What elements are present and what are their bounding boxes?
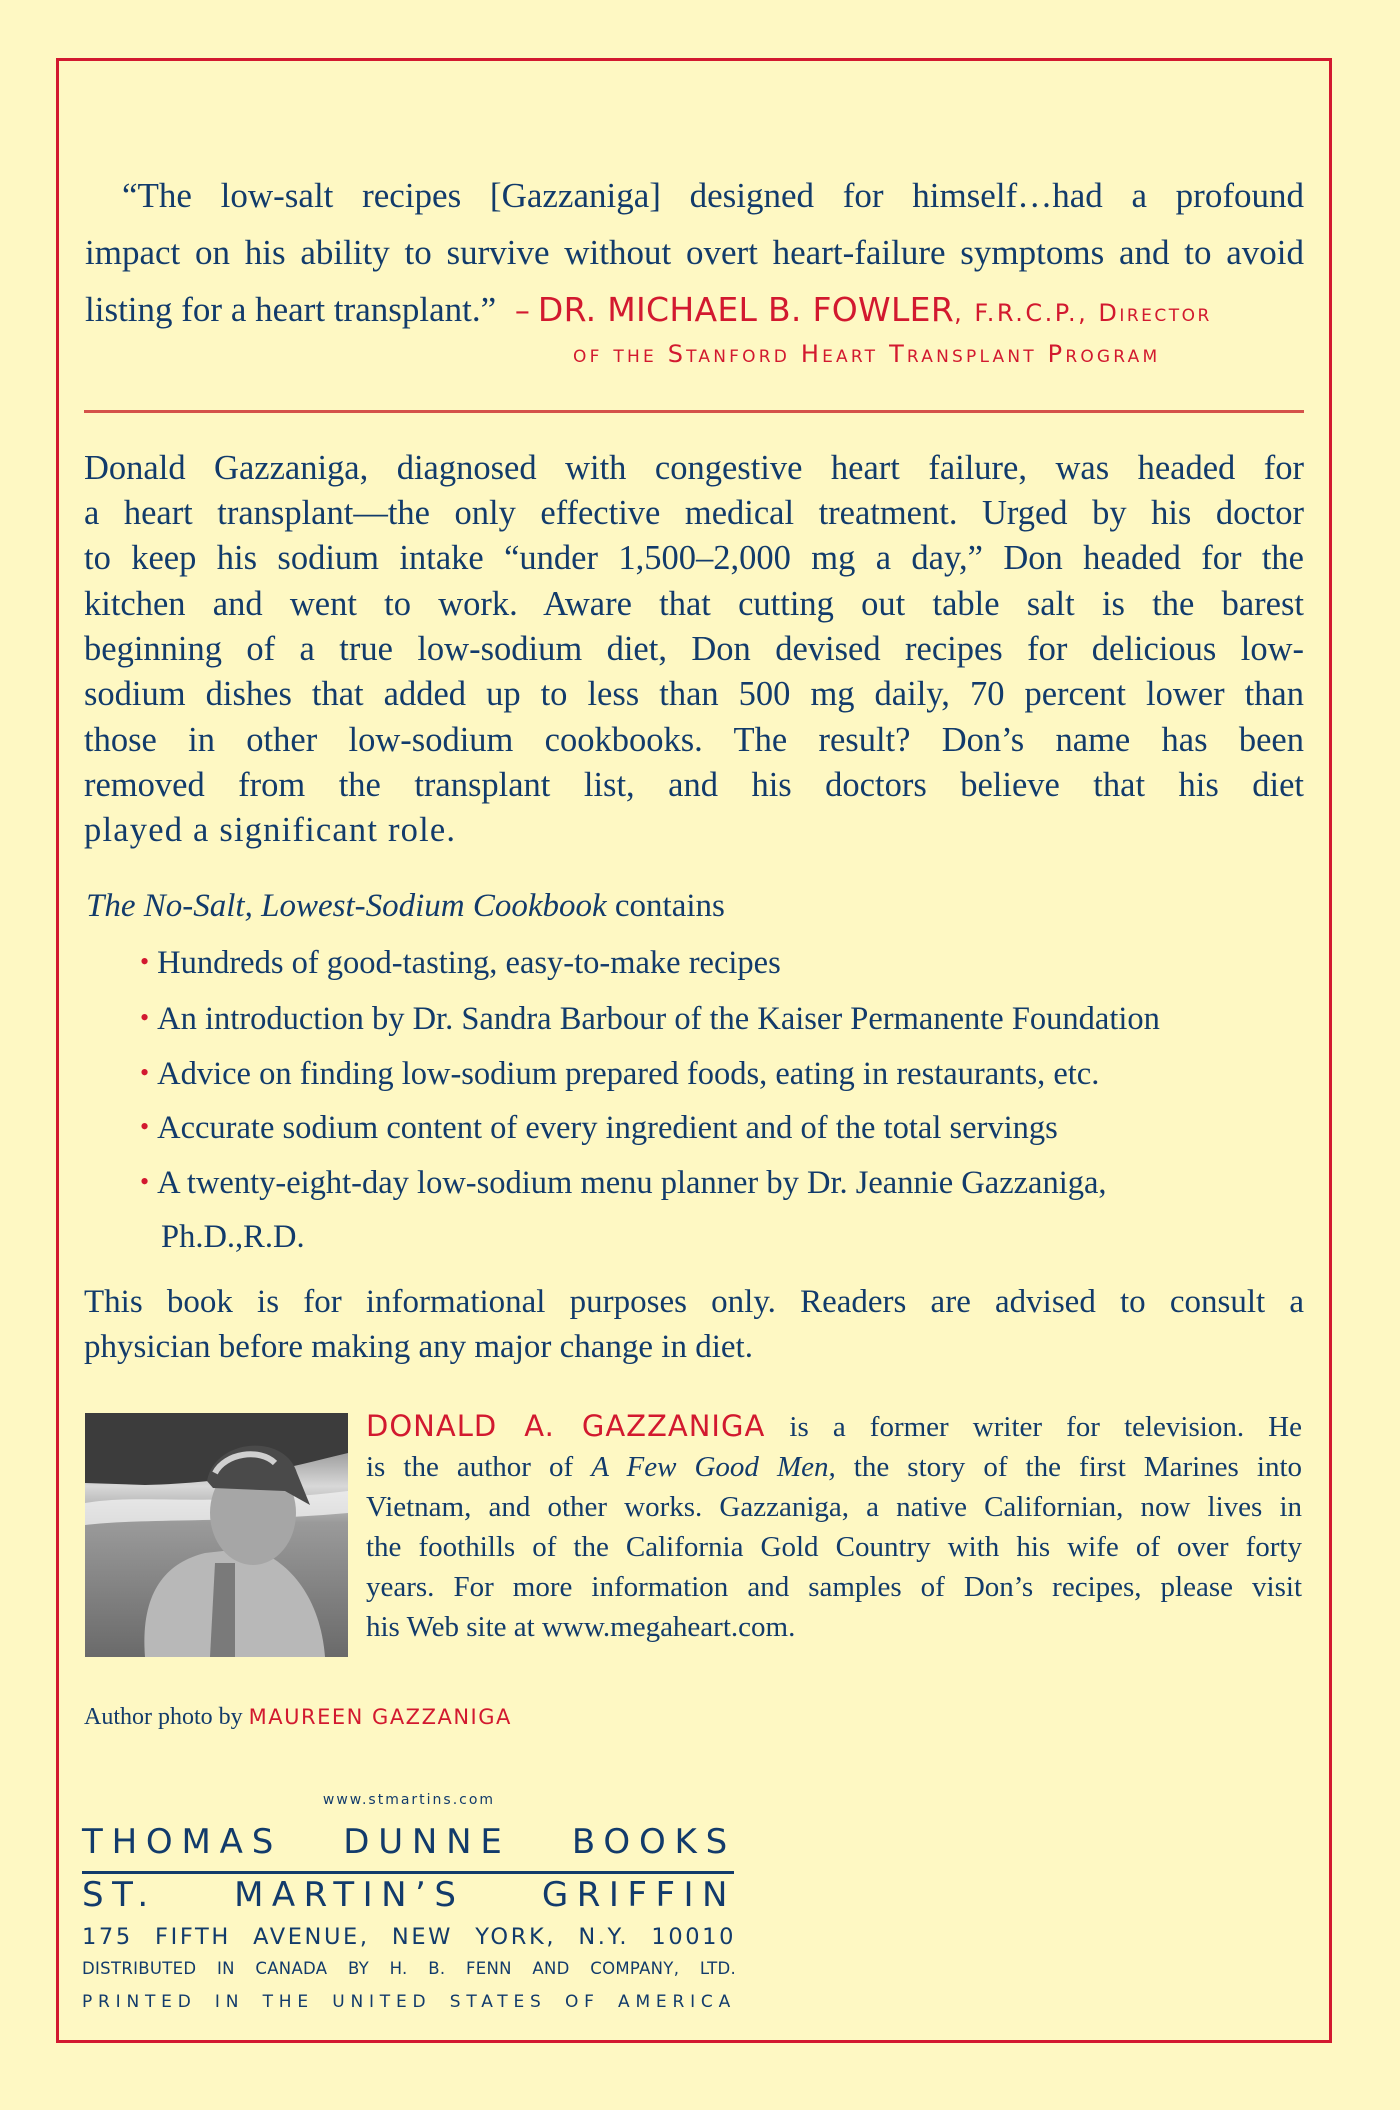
contents-item-text: Advice on finding low-sodium prepared foods, eating in restaurants, etc.: [157, 1056, 1100, 1092]
bullet-icon: •: [140, 1112, 150, 1141]
description-line: removed from the transplant list, and his doctors believe that his diet: [84, 766, 1304, 804]
publisher-printed: PRINTED IN THE UNITED STATES OF AMERICA: [82, 1992, 736, 2012]
quote-attribution-name: DR. MICHAEL B. FOWLER: [537, 290, 955, 329]
author-bio-line: his Web site at www.megaheart.com.: [366, 1611, 796, 1643]
author-bio-line: years. For more information and samples of Don’s recipes, please visit: [366, 1571, 1302, 1603]
author-bio-line-1: [366, 1406, 1302, 1447]
contents-item-text: Accurate sodium content of every ingredient and of the total servings: [157, 1110, 1058, 1146]
description-line: sodium dishes that added up to less than 500 mg daily, 70 percent lower than: [84, 675, 1304, 713]
contents-item: [140, 941, 781, 987]
contents-item-text: Hundreds of good-tasting, easy-to-make recipes: [157, 945, 781, 981]
bullet-icon: •: [140, 1058, 150, 1087]
description-line: those in other low-sodium cookbooks. The result? Don’s name has been: [84, 721, 1304, 759]
description-line: Donald Gazzaniga, diagnosed with congestive heart failure, was headed for: [84, 449, 1304, 487]
author-bio-text: is the author of: [366, 1451, 592, 1483]
bullet-icon: •: [140, 1003, 150, 1032]
contents-item: [140, 1106, 1058, 1152]
quote-dash: –: [514, 294, 530, 329]
photo-credit-label: Author photo by: [84, 1704, 249, 1730]
publisher-address: 175 FIFTH AVENUE, NEW YORK, N.Y. 10010: [82, 1924, 736, 1950]
author-name: DONALD A. GAZZANIGA: [366, 1409, 766, 1443]
publisher-name: ST. MARTIN’S GRIFFIN: [82, 1875, 736, 1915]
photo-credit-name: MAUREEN GAZZANIGA: [248, 1705, 512, 1729]
quote-line-3-text: listing for a heart transplant.”: [85, 290, 497, 329]
author-bio-text: the story of the first Marines into: [835, 1451, 1303, 1483]
contents-item: [140, 1161, 1107, 1207]
quote-attribution-title-1: Director: [1098, 299, 1212, 327]
contents-intro: [86, 884, 725, 929]
disclaimer-line: This book is for informational purposes only. Readers are advised to consult a: [84, 1284, 1304, 1320]
quote-line-3: [85, 282, 1304, 341]
description-line: to keep his sodium intake “under 1,500–2,000 mg a day,” Don headed for the: [84, 539, 1304, 577]
photo-credit: [84, 1700, 512, 1734]
author-photo: [85, 1413, 348, 1657]
description-line: a heart transplant—the only effective medical treatment. Urged by his doctor: [84, 494, 1304, 532]
publisher-distribution: DISTRIBUTED IN CANADA BY H. B. FENN AND COMPANY, LTD.: [82, 1959, 736, 1978]
contents-item: [140, 997, 1160, 1043]
contents-item: [140, 1052, 1099, 1098]
quote-attribution-credentials: , F.R.C.P.,: [954, 299, 1099, 327]
quote-line-2: impact on his ability to survive without overt heart-failure symptoms and to avoid: [85, 233, 1304, 272]
quote-line-1: “The low-salt recipes [Gazzaniga] designed for himself…had a profound: [122, 176, 1304, 215]
publisher-imprint: THOMAS DUNNE BOOKS: [82, 1822, 736, 1862]
description-line: beginning of a true low-sodium diet, Don devised recipes for delicious low-: [84, 630, 1304, 668]
publisher-url: www.stmartins.com: [322, 1792, 496, 1808]
disclaimer-line: physician before making any major change in diet.: [84, 1329, 753, 1365]
bullet-icon: •: [140, 1167, 150, 1196]
quote-attribution-title-2: of the Stanford Heart Transplant Program: [573, 340, 1161, 368]
author-book-title: A Few Good Men,: [591, 1451, 836, 1483]
description-line: kitchen and went to work. Aware that cutting out table salt is the barest: [84, 585, 1304, 623]
contents-intro-suffix: contains: [606, 888, 725, 924]
contents-item-text: A twenty-eight-day low-sodium menu planner by Dr. Jeannie Gazzaniga,: [157, 1165, 1107, 1201]
author-bio-text: is a former writer for television. He: [765, 1411, 1302, 1443]
description-line: played a significant role.: [84, 811, 457, 849]
contents-item-continuation: Ph.D.,R.D.: [161, 1219, 305, 1255]
author-bio-line-2: [366, 1447, 1302, 1487]
bullet-icon: •: [140, 947, 150, 976]
section-divider: [84, 410, 1304, 413]
author-bio-line: the foothills of the California Gold Country with his wife of over forty: [366, 1531, 1302, 1563]
book-title: The No-Salt, Lowest-Sodium Cookbook: [86, 888, 607, 924]
contents-item-text: An introduction by Dr. Sandra Barbour of the Kaiser Permanente Foundation: [157, 1001, 1160, 1037]
author-bio-line: Vietnam, and other works. Gazzaniga, a native Californian, now lives in: [366, 1491, 1302, 1523]
